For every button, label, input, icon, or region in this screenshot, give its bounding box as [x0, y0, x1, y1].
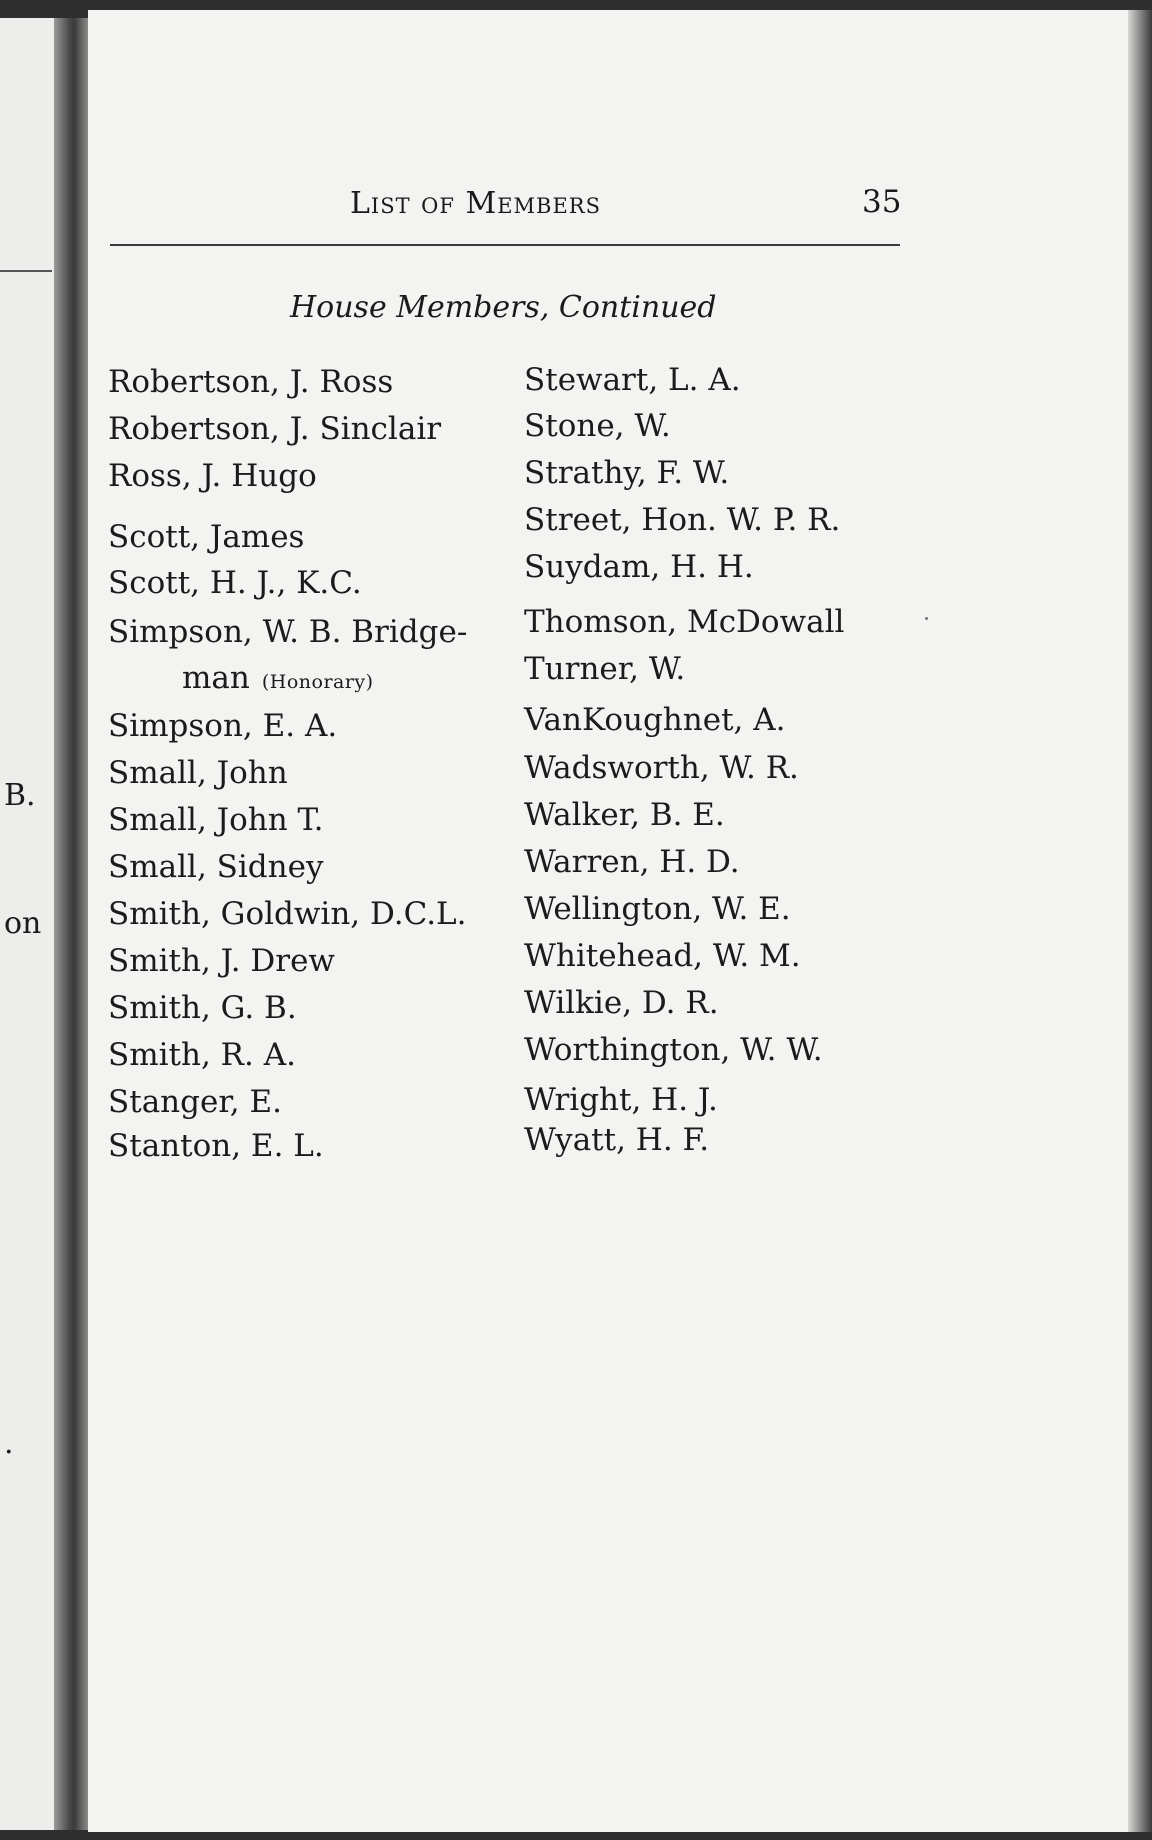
- member-entry: Worthington, W. W.: [524, 1032, 823, 1068]
- member-entry: Scott, H. J., K.C.: [108, 565, 362, 601]
- member-entry: Stone, W.: [524, 408, 671, 444]
- member-entry: Smith, G. B.: [108, 990, 297, 1026]
- member-entry: Wellington, W. E.: [524, 891, 791, 927]
- previous-page-rule: [0, 270, 52, 272]
- member-entry-continuation: [182, 660, 374, 696]
- member-name-continuation: man: [182, 660, 250, 696]
- member-entry: Warren, H. D.: [524, 844, 740, 880]
- member-entry: Ross, J. Hugo: [108, 458, 317, 494]
- member-entry: Turner, W.: [524, 651, 686, 687]
- member-entry: Robertson, J. Sinclair: [108, 411, 442, 447]
- member-entry: Robertson, J. Ross: [108, 364, 394, 400]
- previous-page-fragment: on: [4, 906, 42, 941]
- member-entry: Small, John T.: [108, 802, 324, 838]
- member-entry: VanKoughnet, A.: [524, 702, 786, 738]
- member-entry: Smith, J. Drew: [108, 943, 335, 979]
- member-entry: Smith, Goldwin, D.C.L.: [108, 896, 467, 932]
- header-rule: [110, 244, 900, 246]
- member-entry: Wright, H. J.: [524, 1082, 718, 1118]
- previous-page-edge: [0, 18, 54, 1830]
- running-head-title: List of Members: [350, 186, 601, 221]
- member-entry: Suydam, H. H.: [524, 549, 754, 585]
- paper-speck: [925, 617, 928, 620]
- member-entry: Thomson, McDowall: [524, 604, 845, 640]
- member-entry: Strathy, F. W.: [524, 455, 730, 491]
- member-entry: Smith, R. A.: [108, 1037, 296, 1073]
- member-entry: Small, Sidney: [108, 849, 324, 885]
- member-entry: Stewart, L. A.: [524, 362, 741, 398]
- section-title: House Members, Continued: [290, 290, 717, 325]
- member-entry: Simpson, E. A.: [108, 708, 338, 744]
- member-entry: Small, John: [108, 755, 288, 791]
- previous-page-fragment: B.: [4, 778, 36, 813]
- previous-page-fragment: .: [4, 1426, 14, 1461]
- member-entry: Simpson, W. B. Bridge-: [108, 614, 468, 650]
- page-number: 35: [862, 184, 902, 220]
- member-entry: Wilkie, D. R.: [524, 985, 719, 1021]
- member-entry: Stanger, E.: [108, 1084, 282, 1120]
- book-gutter: [54, 18, 88, 1830]
- member-entry: Wadsworth, W. R.: [524, 750, 799, 786]
- member-entry: Wyatt, H. F.: [524, 1122, 710, 1158]
- member-entry: Walker, B. E.: [524, 797, 725, 833]
- page-edge-shadow: [1128, 10, 1152, 1832]
- member-entry: Scott, James: [108, 519, 305, 555]
- member-entry: Street, Hon. W. P. R.: [524, 502, 841, 538]
- member-entry: Stanton, E. L.: [108, 1128, 324, 1164]
- honorary-note: (Honorary): [261, 671, 374, 693]
- member-entry: Whitehead, W. M.: [524, 938, 801, 974]
